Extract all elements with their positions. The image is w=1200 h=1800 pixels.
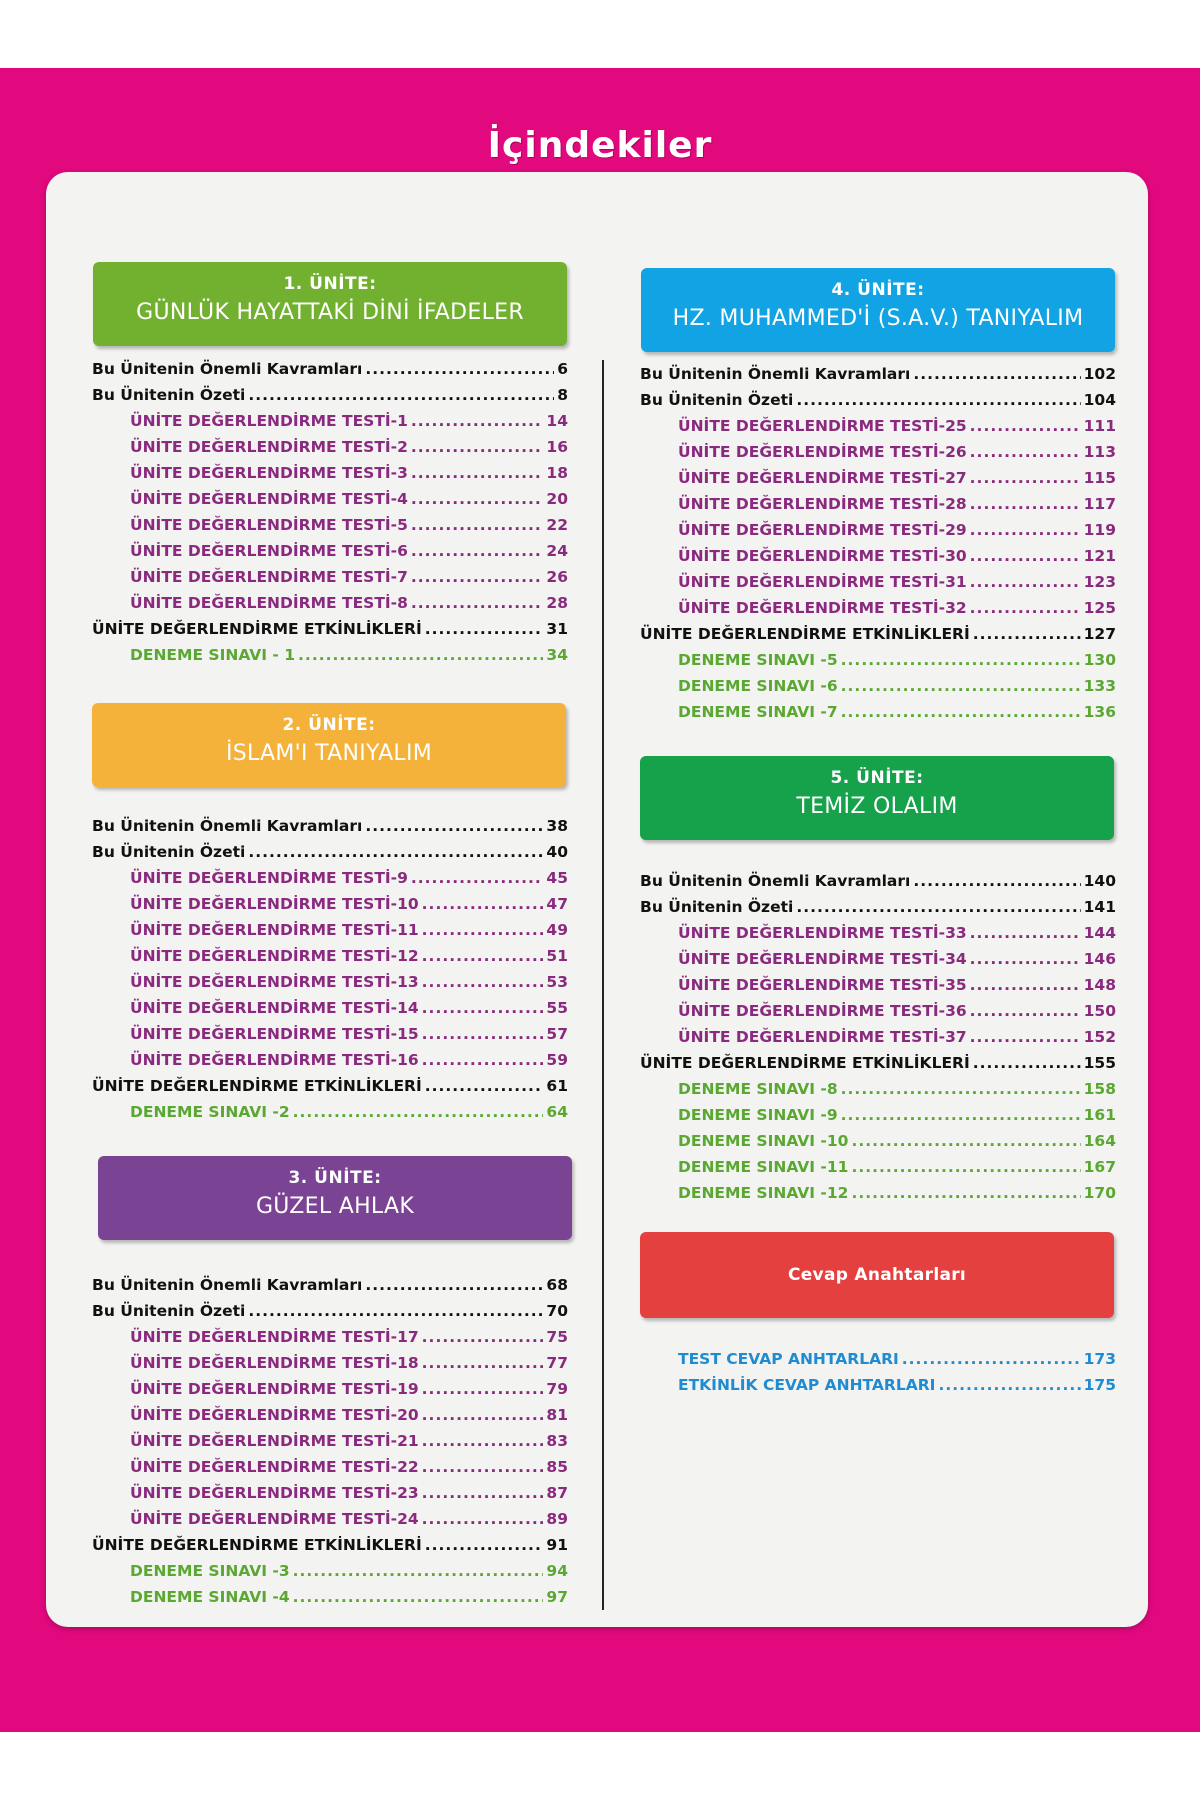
toc-entry-page: 59 — [546, 1051, 568, 1069]
unit-4-number: 4. ÜNİTE: — [831, 280, 925, 300]
dot-leader — [422, 969, 544, 995]
dot-leader — [851, 1128, 1080, 1154]
toc-entry-label: ÜNİTE DEĞERLENDİRME TESTİ-36 — [678, 1002, 967, 1020]
toc-entry-page: 28 — [546, 594, 568, 612]
dot-leader — [970, 413, 1081, 439]
toc-entry — [640, 868, 1116, 894]
dot-leader — [970, 491, 1081, 517]
toc-entry-page: 102 — [1083, 365, 1116, 383]
toc-entry — [92, 1506, 568, 1532]
dot-leader — [973, 621, 1081, 647]
toc-entry-label: ÜNİTE DEĞERLENDİRME TESTİ-16 — [130, 1051, 419, 1069]
toc-entry-label: ÜNİTE DEĞERLENDİRME ETKİNLİKLERİ — [92, 620, 422, 638]
toc-entry-page: 49 — [546, 921, 568, 939]
unit-1-number: 1. ÜNİTE: — [283, 274, 377, 294]
toc-entry-page: 123 — [1083, 573, 1116, 591]
unit-2-number: 2. ÜNİTE: — [282, 715, 376, 735]
dot-leader — [298, 642, 543, 668]
toc-entry-page: 83 — [546, 1432, 568, 1450]
toc-entry — [640, 465, 1116, 491]
toc-entry-label: ÜNİTE DEĞERLENDİRME TESTİ-10 — [130, 895, 419, 913]
toc-entry-label: Bu Ünitenin Önemli Kavramları — [640, 872, 911, 890]
toc-entry-page: 34 — [546, 646, 568, 664]
toc-entry-label: ÜNİTE DEĞERLENDİRME TESTİ-19 — [130, 1380, 419, 1398]
toc-entry-label: ÜNİTE DEĞERLENDİRME TESTİ-33 — [678, 924, 967, 942]
toc-entry-page: 173 — [1083, 1350, 1116, 1368]
toc-entry — [92, 356, 568, 382]
toc-entry — [92, 1558, 568, 1584]
dot-leader — [411, 590, 544, 616]
toc-entry — [92, 1532, 568, 1558]
toc-entry-page: 111 — [1083, 417, 1116, 435]
dot-leader — [422, 1047, 544, 1073]
toc-entry-page: 97 — [546, 1588, 568, 1606]
toc-entry-page: 104 — [1083, 391, 1116, 409]
toc-entry-page: 164 — [1083, 1132, 1116, 1150]
toc-entry — [640, 1154, 1116, 1180]
toc-entry-label: DENEME SINAVI - 1 — [130, 646, 296, 664]
toc-entry-page: 45 — [546, 869, 568, 887]
toc-entry-label: ÜNİTE DEĞERLENDİRME TESTİ-22 — [130, 1458, 419, 1476]
toc-entry — [92, 408, 568, 434]
toc-entry — [92, 813, 568, 839]
toc-entry — [92, 1021, 568, 1047]
toc-entry — [640, 595, 1116, 621]
unit-2-header — [92, 703, 566, 787]
toc-entry-page: 152 — [1083, 1028, 1116, 1046]
toc-entry — [640, 1050, 1116, 1076]
dot-leader — [970, 439, 1081, 465]
toc-entry-label: DENEME SINAVI -5 — [678, 651, 838, 669]
toc-entry-label: ÜNİTE DEĞERLENDİRME TESTİ-31 — [678, 573, 967, 591]
unit-2-name: İSLAM'I TANIYALIM — [225, 741, 433, 766]
toc-entry-label: DENEME SINAVI -12 — [678, 1184, 849, 1202]
toc-entry-label: ÜNİTE DEĞERLENDİRME TESTİ-12 — [130, 947, 419, 965]
toc-entry-page: 16 — [546, 438, 568, 456]
dot-leader — [970, 1024, 1081, 1050]
toc-entry — [92, 943, 568, 969]
toc-entry-label: DENEME SINAVI -11 — [678, 1158, 849, 1176]
toc-entry-page: 6 — [557, 360, 568, 378]
toc-entry — [640, 517, 1116, 543]
toc-entry-label: ÜNİTE DEĞERLENDİRME TESTİ-34 — [678, 950, 967, 968]
page-title: İçindekiler — [487, 125, 713, 166]
dot-leader — [411, 538, 544, 564]
toc-entry-page: 158 — [1083, 1080, 1116, 1098]
unit-5-header — [640, 756, 1114, 840]
toc-entry-label: ÜNİTE DEĞERLENDİRME TESTİ-5 — [130, 516, 408, 534]
dot-leader — [913, 868, 1080, 894]
toc-entry — [640, 569, 1116, 595]
toc-entry-label: ÜNİTE DEĞERLENDİRME TESTİ-21 — [130, 1432, 419, 1450]
toc-entry — [640, 491, 1116, 517]
toc-entry-label: TEST CEVAP ANHTARLARI — [678, 1350, 899, 1368]
dot-leader — [970, 465, 1081, 491]
toc-entry-page: 77 — [546, 1354, 568, 1372]
toc-entry-page: 20 — [546, 490, 568, 508]
toc-entry — [640, 1102, 1116, 1128]
toc-entry-page: 94 — [546, 1562, 568, 1580]
dot-leader — [902, 1346, 1081, 1372]
dot-leader — [851, 1180, 1080, 1206]
dot-leader — [422, 1324, 544, 1350]
dot-leader — [970, 517, 1081, 543]
dot-leader — [411, 865, 544, 891]
toc-entry-label: DENEME SINAVI -10 — [678, 1132, 849, 1150]
toc-entry — [92, 1047, 568, 1073]
toc-entry — [640, 647, 1116, 673]
dot-leader — [411, 408, 544, 434]
toc-entry-label: Bu Ünitenin Önemli Kavramları — [92, 1276, 363, 1294]
dot-leader — [422, 1506, 544, 1532]
dot-leader — [796, 894, 1080, 920]
dot-leader — [422, 917, 544, 943]
dot-leader — [970, 595, 1081, 621]
toc-entry-page: 146 — [1083, 950, 1116, 968]
toc-entry-label: ÜNİTE DEĞERLENDİRME TESTİ-28 — [678, 495, 967, 513]
toc-entry-page: 117 — [1083, 495, 1116, 513]
toc-entry-label: Bu Ünitenin Özeti — [640, 898, 794, 916]
toc-entry-label: ÜNİTE DEĞERLENDİRME TESTİ-15 — [130, 1025, 419, 1043]
toc-entry-label: ÜNİTE DEĞERLENDİRME TESTİ-23 — [130, 1484, 419, 1502]
toc-entry-label: ÜNİTE DEĞERLENDİRME TESTİ-11 — [130, 921, 419, 939]
toc-entry — [640, 413, 1116, 439]
toc-entry — [640, 673, 1116, 699]
dot-leader — [796, 387, 1080, 413]
toc-entry-label: ÜNİTE DEĞERLENDİRME TESTİ-24 — [130, 1510, 419, 1528]
unit-5-entries — [640, 868, 1116, 1206]
toc-entry — [92, 460, 568, 486]
toc-entry-label: Bu Ünitenin Önemli Kavramları — [92, 360, 363, 378]
dot-leader — [411, 434, 544, 460]
toc-entry-page: 38 — [546, 817, 568, 835]
toc-entry-page: 40 — [546, 843, 568, 861]
dot-leader — [411, 512, 544, 538]
dot-leader — [411, 460, 544, 486]
unit-1-name: GÜNLÜK HAYATTAKİ DİNİ İFADELER — [136, 300, 524, 325]
toc-entry — [92, 1073, 568, 1099]
dot-leader — [422, 1021, 544, 1047]
toc-entry-page: 51 — [546, 947, 568, 965]
dot-leader — [422, 995, 544, 1021]
unit-3-header — [98, 1156, 572, 1240]
toc-entry — [640, 1024, 1116, 1050]
column-divider — [602, 360, 604, 1610]
toc-entry-label: ÜNİTE DEĞERLENDİRME TESTİ-27 — [678, 469, 967, 487]
dot-leader — [422, 1454, 544, 1480]
toc-entry-label: Bu Ünitenin Önemli Kavramları — [92, 817, 363, 835]
toc-entry-label: ÜNİTE DEĞERLENDİRME ETKİNLİKLERİ — [640, 1054, 970, 1072]
toc-entry-page: 81 — [546, 1406, 568, 1424]
unit-3-name: GÜZEL AHLAK — [255, 1194, 415, 1219]
toc-entry-label: ÜNİTE DEĞERLENDİRME ETKİNLİKLERİ — [92, 1077, 422, 1095]
toc-entry — [640, 1346, 1116, 1372]
toc-entry-label: DENEME SINAVI -4 — [130, 1588, 290, 1606]
toc-entry-page: 113 — [1083, 443, 1116, 461]
toc-entry-label: ÜNİTE DEĞERLENDİRME TESTİ-37 — [678, 1028, 967, 1046]
toc-entry-label: ÜNİTE DEĞERLENDİRME TESTİ-25 — [678, 417, 967, 435]
toc-entry-page: 70 — [546, 1302, 568, 1320]
toc-entry-page: 89 — [546, 1510, 568, 1528]
dot-leader — [970, 920, 1081, 946]
toc-entry-page: 167 — [1083, 1158, 1116, 1176]
dot-leader — [293, 1584, 544, 1610]
toc-entry-page: 64 — [546, 1103, 568, 1121]
dot-leader — [425, 1073, 544, 1099]
toc-entry-label: ÜNİTE DEĞERLENDİRME TESTİ-20 — [130, 1406, 419, 1424]
toc-entry-label: ÜNİTE DEĞERLENDİRME TESTİ-18 — [130, 1354, 419, 1372]
toc-entry-page: 155 — [1083, 1054, 1116, 1072]
toc-entry — [92, 564, 568, 590]
toc-entry-page: 61 — [546, 1077, 568, 1095]
toc-entry — [640, 998, 1116, 1024]
toc-entry-label: Bu Ünitenin Önemli Kavramları — [640, 365, 911, 383]
toc-entry — [640, 894, 1116, 920]
toc-entry-label: ÜNİTE DEĞERLENDİRME TESTİ-17 — [130, 1328, 419, 1346]
dot-leader — [841, 699, 1081, 725]
dot-leader — [425, 616, 544, 642]
dot-leader — [365, 1272, 543, 1298]
dot-leader — [365, 813, 543, 839]
toc-entry-page: 85 — [546, 1458, 568, 1476]
dot-leader — [422, 891, 544, 917]
unit-4-entries — [640, 361, 1116, 725]
toc-entry-page: 136 — [1083, 703, 1116, 721]
dot-leader — [293, 1099, 544, 1125]
toc-entry-label: Bu Ünitenin Özeti — [92, 386, 246, 404]
toc-entry-page: 68 — [546, 1276, 568, 1294]
toc-entry-page: 148 — [1083, 976, 1116, 994]
toc-entry — [92, 1428, 568, 1454]
toc-entry — [92, 1402, 568, 1428]
toc-entry-label: ÜNİTE DEĞERLENDİRME TESTİ-14 — [130, 999, 419, 1017]
toc-entry-page: 57 — [546, 1025, 568, 1043]
unit-4-name: HZ. MUHAMMED'İ (S.A.V.) TANIYALIM — [672, 306, 1084, 331]
toc-entry-label: ÜNİTE DEĞERLENDİRME TESTİ-9 — [130, 869, 408, 887]
dot-leader — [841, 673, 1081, 699]
dot-leader — [422, 943, 544, 969]
toc-entry — [92, 1272, 568, 1298]
toc-entry — [640, 387, 1116, 413]
dot-leader — [970, 569, 1081, 595]
toc-entry-page: 127 — [1083, 625, 1116, 643]
toc-entry — [92, 1324, 568, 1350]
toc-entry — [92, 1584, 568, 1610]
toc-entry-label: DENEME SINAVI -8 — [678, 1080, 838, 1098]
dot-leader — [248, 382, 554, 408]
toc-entry-label: ÜNİTE DEĞERLENDİRME TESTİ-2 — [130, 438, 408, 456]
dot-leader — [425, 1532, 544, 1558]
dot-leader — [248, 1298, 543, 1324]
toc-entry-label: ÜNİTE DEĞERLENDİRME TESTİ-26 — [678, 443, 967, 461]
dot-leader — [422, 1402, 544, 1428]
toc-entry-page: 150 — [1083, 1002, 1116, 1020]
toc-entry-page: 87 — [546, 1484, 568, 1502]
answers-entries — [640, 1346, 1116, 1398]
toc-entry-page: 24 — [546, 542, 568, 560]
toc-entry-page: 141 — [1083, 898, 1116, 916]
unit-3-number: 3. ÜNİTE: — [288, 1168, 382, 1188]
dot-leader — [841, 1076, 1081, 1102]
toc-entry-page: 125 — [1083, 599, 1116, 617]
toc-entry-page: 91 — [546, 1536, 568, 1554]
unit-5-name: TEMİZ OLALIM — [796, 794, 958, 819]
toc-entry — [92, 590, 568, 616]
toc-entry — [640, 699, 1116, 725]
toc-entry — [92, 865, 568, 891]
toc-entry — [640, 1180, 1116, 1206]
toc-entry — [640, 361, 1116, 387]
toc-entry-label: DENEME SINAVI -3 — [130, 1562, 290, 1580]
toc-entry-page: 161 — [1083, 1106, 1116, 1124]
toc-entry-page: 133 — [1083, 677, 1116, 695]
toc-entry-label: ÜNİTE DEĞERLENDİRME TESTİ-8 — [130, 594, 408, 612]
unit-4-header — [641, 268, 1115, 352]
toc-entry — [92, 434, 568, 460]
toc-entry — [92, 538, 568, 564]
toc-entry — [92, 995, 568, 1021]
toc-entry-label: ÜNİTE DEĞERLENDİRME TESTİ-3 — [130, 464, 408, 482]
answers-header — [640, 1232, 1114, 1318]
dot-leader — [970, 946, 1081, 972]
toc-entry-page: 31 — [546, 620, 568, 638]
dot-leader — [970, 998, 1081, 1024]
dot-leader — [293, 1558, 544, 1584]
toc-entry-page: 175 — [1083, 1376, 1116, 1394]
toc-entry-page: 8 — [557, 386, 568, 404]
toc-entry — [92, 486, 568, 512]
answers-title: Cevap Anahtarları — [787, 1265, 967, 1285]
dot-leader — [422, 1376, 544, 1402]
toc-entry-page: 115 — [1083, 469, 1116, 487]
toc-entry — [640, 972, 1116, 998]
unit-1-header — [93, 262, 567, 346]
toc-entry-label: ÜNİTE DEĞERLENDİRME TESTİ-32 — [678, 599, 967, 617]
toc-entry-label: ÜNİTE DEĞERLENDİRME TESTİ-29 — [678, 521, 967, 539]
toc-entry-page: 79 — [546, 1380, 568, 1398]
toc-entry — [92, 1350, 568, 1376]
toc-entry — [92, 969, 568, 995]
dot-leader — [422, 1480, 544, 1506]
toc-entry-label: ÜNİTE DEĞERLENDİRME TESTİ-13 — [130, 973, 419, 991]
toc-entry-label: ÜNİTE DEĞERLENDİRME TESTİ-7 — [130, 568, 408, 586]
toc-entry — [92, 1454, 568, 1480]
toc-entry-page: 26 — [546, 568, 568, 586]
toc-entry — [92, 1376, 568, 1402]
toc-entry-page: 119 — [1083, 521, 1116, 539]
unit-1-entries — [92, 356, 568, 668]
toc-entry-label: Bu Ünitenin Özeti — [640, 391, 794, 409]
toc-entry — [92, 1480, 568, 1506]
toc-entry-label: ÜNİTE DEĞERLENDİRME ETKİNLİKLERİ — [92, 1536, 422, 1554]
toc-entry — [92, 642, 568, 668]
toc-entry — [92, 891, 568, 917]
dot-leader — [411, 486, 544, 512]
toc-entry-label: ÜNİTE DEĞERLENDİRME ETKİNLİKLERİ — [640, 625, 970, 643]
toc-entry-page: 75 — [546, 1328, 568, 1346]
toc-entry — [92, 382, 568, 408]
dot-leader — [422, 1428, 544, 1454]
toc-entry — [92, 917, 568, 943]
dot-leader — [841, 647, 1081, 673]
toc-entry-label: DENEME SINAVI -9 — [678, 1106, 838, 1124]
dot-leader — [938, 1372, 1080, 1398]
toc-entry-label: ÜNİTE DEĞERLENDİRME TESTİ-35 — [678, 976, 967, 994]
toc-entry-page: 47 — [546, 895, 568, 913]
toc-entry — [92, 839, 568, 865]
toc-entry — [640, 920, 1116, 946]
dot-leader — [970, 972, 1081, 998]
dot-leader — [970, 543, 1081, 569]
toc-entry-label: DENEME SINAVI -6 — [678, 677, 838, 695]
toc-entry — [640, 621, 1116, 647]
toc-entry-page: 53 — [546, 973, 568, 991]
dot-leader — [411, 564, 544, 590]
toc-entry-page: 170 — [1083, 1184, 1116, 1202]
toc-entry — [92, 512, 568, 538]
toc-entry-label: Bu Ünitenin Özeti — [92, 843, 246, 861]
unit-3-entries — [92, 1272, 568, 1610]
toc-entry-page: 144 — [1083, 924, 1116, 942]
toc-entry-page: 130 — [1083, 651, 1116, 669]
toc-entry — [640, 1076, 1116, 1102]
toc-entry-page: 140 — [1083, 872, 1116, 890]
toc-entry-label: ETKİNLİK CEVAP ANHTARLARI — [678, 1376, 936, 1394]
toc-entry-label: DENEME SINAVI -7 — [678, 703, 838, 721]
toc-entry — [92, 1099, 568, 1125]
unit-5-number: 5. ÜNİTE: — [830, 768, 924, 788]
toc-entry — [640, 543, 1116, 569]
toc-entry-page: 14 — [546, 412, 568, 430]
dot-leader — [422, 1350, 544, 1376]
dot-leader — [365, 356, 554, 382]
toc-entry-label: Bu Ünitenin Özeti — [92, 1302, 246, 1320]
toc-entry-label: DENEME SINAVI -2 — [130, 1103, 290, 1121]
toc-entry — [92, 616, 568, 642]
dot-leader — [841, 1102, 1081, 1128]
toc-entry — [640, 439, 1116, 465]
toc-entry-page: 121 — [1083, 547, 1116, 565]
toc-entry — [640, 1372, 1116, 1398]
dot-leader — [913, 361, 1080, 387]
toc-entry-page: 18 — [546, 464, 568, 482]
toc-entry-page: 22 — [546, 516, 568, 534]
toc-entry-label: ÜNİTE DEĞERLENDİRME TESTİ-1 — [130, 412, 408, 430]
unit-2-entries — [92, 813, 568, 1125]
toc-entry-label: ÜNİTE DEĞERLENDİRME TESTİ-30 — [678, 547, 967, 565]
dot-leader — [248, 839, 543, 865]
toc-entry-label: ÜNİTE DEĞERLENDİRME TESTİ-4 — [130, 490, 408, 508]
toc-entry-label: ÜNİTE DEĞERLENDİRME TESTİ-6 — [130, 542, 408, 560]
toc-entry-page: 55 — [546, 999, 568, 1017]
dot-leader — [851, 1154, 1080, 1180]
toc-entry — [92, 1298, 568, 1324]
toc-entry — [640, 946, 1116, 972]
toc-entry — [640, 1128, 1116, 1154]
dot-leader — [973, 1050, 1081, 1076]
